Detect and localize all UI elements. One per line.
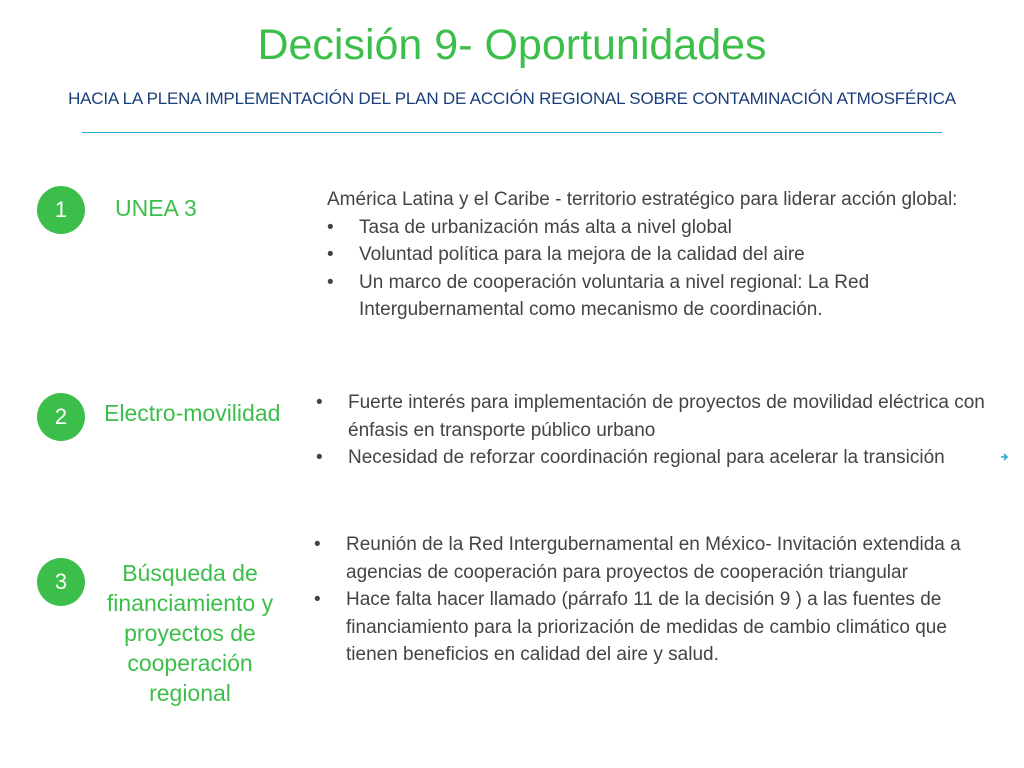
- bullet-icon: •: [314, 534, 321, 555]
- list-item: • Un marco de cooperación voluntaria a nivel regional: La Red Intergubernamental como mecanismo de coordinación.: [327, 269, 987, 324]
- section-1-number-badge: 1: [37, 186, 85, 234]
- section-2-label: Electro-movilidad: [104, 400, 281, 426]
- section-3-number-badge: 3: [37, 558, 85, 606]
- section-1-text: [327, 186, 987, 324]
- section-3-text: [314, 531, 984, 669]
- section-1-label: UNEA 3: [115, 195, 197, 221]
- section-3-label: Búsqueda de financiamiento y proyectos de cooperación regional: [106, 560, 274, 706]
- section-2-bullet-list: [316, 389, 986, 472]
- section-2-number-badge: 2: [37, 393, 85, 441]
- list-item: • Tasa de urbanización más alta a nivel global: [327, 214, 987, 242]
- list-item: • Fuerte interés para implementación de proyectos de movilidad eléctrica con énfasis en transporte público urbano: [316, 389, 986, 444]
- bullet-icon: •: [327, 244, 334, 265]
- section-1-bullet-list: [327, 214, 987, 324]
- bullet-icon: •: [316, 447, 323, 468]
- list-item: • Hace falta hacer llamado (párrafo 11 de la decisión 9 ) a las fuentes de financiamiento para la priorización de medidas de cambio climático que tienen beneficios en calidad del aire y salud.: [314, 586, 984, 669]
- list-item: • Necesidad de reforzar coordinación regional para acelerar la transición: [316, 444, 986, 472]
- bullet-icon: •: [314, 589, 321, 610]
- bullet-icon: •: [327, 216, 334, 238]
- slide-subtitle: HACIA LA PLENA IMPLEMENTACIÓN DEL PLAN DE ACCIÓN REGIONAL SOBRE CONTAMINACIÓN ATMOSFÉRICA: [68, 89, 956, 108]
- section-3-bullet-list: [314, 531, 984, 669]
- list-item: • Voluntad política para la mejora de la calidad del aire: [327, 241, 987, 269]
- list-item: • Reunión de la Red Intergubernamental en México- Invitación extendida a agencias de cooperación para proyectos de cooperación triangular: [314, 531, 984, 586]
- section-1-intro: América Latina y el Caribe - territorio estratégico para liderar acción global:: [327, 189, 958, 210]
- section-2-text: [316, 389, 986, 472]
- bullet-icon: •: [316, 392, 323, 413]
- title-divider: [82, 132, 942, 133]
- bullet-icon: •: [327, 271, 334, 293]
- slide-title: Decisión 9- Oportunidades: [257, 21, 767, 69]
- arrow-icon: [1000, 452, 1010, 464]
